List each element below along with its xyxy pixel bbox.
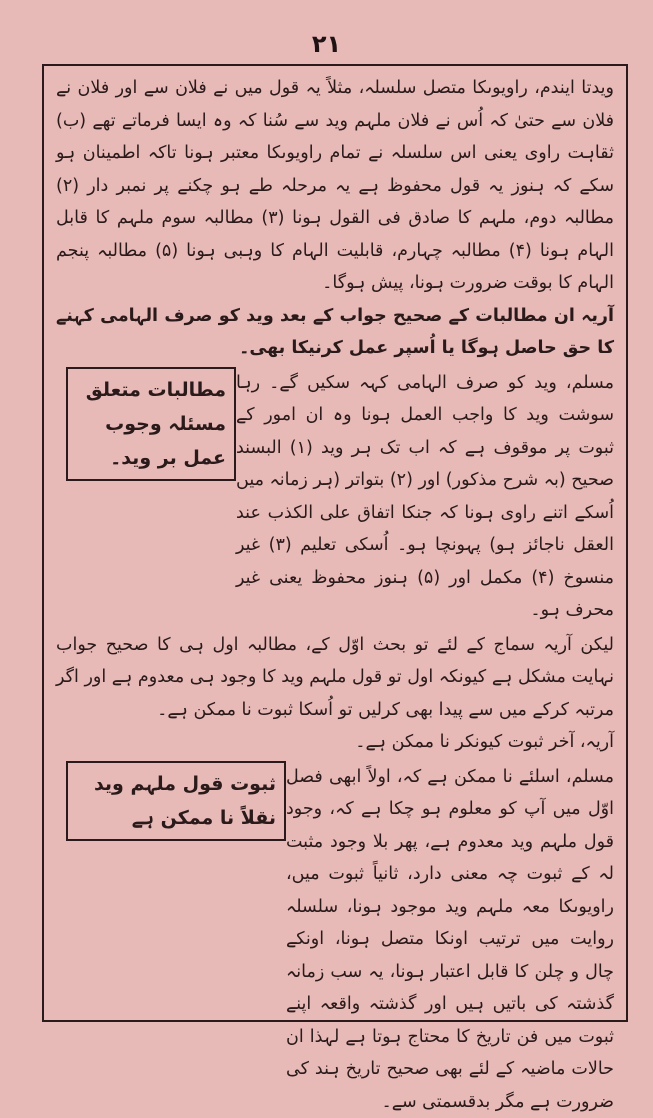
- paragraph-4: لیکن آریہ سماج کے لئے تو بحث اوّل کے، مطالبہ اول ہی کا صحیح جواب نہایت مشکل ہے کیونکہ اول تو قول ملہم وید کا وجود ہی معدوم ہے اور اگر مرتبہ کرکے میں سے پیدا بھی کرلیں تو اُسکا ثبوت نا ممکن ہے۔: [56, 629, 614, 727]
- paragraph-5: آریہ، آخر ثبوت کیونکر نا ممکن ہے۔: [56, 726, 614, 759]
- paragraph-6: مسلم، اسلئے نا ممکن ہے کہ، اولاً ابھی فصل اوّل میں آپ کو معلوم ہو چکا ہے کہ، وجود قول ملہم وید معدوم ہے، پھر بلا وجود مثبت لہ کے ثبوت چہ معنی دارد، ثانیاً ثبوت میں، راویوںکا معہ ملہم وید موجود ہونا، سلسلہ روایت میں ترتیب اونکا متصل ہونا، اونکے چال و چلن کا قابل اعتبار ہونا، یہ سب زمانہ گذشتہ کی باتیں ہیں اور گذشتہ واقعہ اپنے ثبوت میں فن تاریخ کا محتاج ہوتا ہے لہذا ان حالات ماضیہ کے لئے بھی صحیح تاریخ ہند کی ضرورت ہے مگر بدقسمتی سے۔: [286, 761, 614, 1118]
- side-heading-proof-impossible: ثبوت قول ملہم وید نقلاً نا ممکن ہے: [66, 761, 286, 841]
- page-number: ۲۱: [0, 30, 653, 58]
- paragraph-2: آریہ ان مطالبات کے صحیح جواب کے بعد وید کو صرف الہامی کہنے کا حق حاصل ہوگا یا اُسپر عمل کرنیکا بھی۔: [56, 300, 614, 365]
- paragraph-3: مسلم، وید کو صرف الہامی کہہ سکیں گے۔ رہا سوشت وید کا واجب العمل ہونا وہ ان امور کے ثبوت پر موقوف ہے کہ اب تک ہر وید (۱) البسند صحیح (بہ شرح مذکور) اور (۲) بتواتر (ہر زمانہ میں اُسکے اتنے راوی ہونا کہ جنکا اتفاق علی الکذب عند العقل ناجائز ہو) پہونچا ہو۔ اُسکی تعلیم (۳) غیر منسوخ (۴) مکمل اور (۵) ہنوز محفوظ یعنی غیر محرف ہو۔: [236, 367, 614, 627]
- body-text: [56, 72, 614, 1118]
- paragraph-1: ویدتا ایندم، راویوںکا متصل سلسلہ، مثلاً یہ قول میں نے فلان سے اور فلان نے فلان سے حتیٰ کہ اُس نے فلان ملہم وید سے سُنا کہ وہ ایسا فرماتے تھے (ب) ثقاہت راوی یعنی اس سلسلہ نے تمام راویوںکا معتبر ہونا تاکہ اطمینان ہو سکے کہ ہنوز یہ قول محفوظ ہے یہ مرحلہ طے ہو چکنے پر نمبر دار (۲) مطالبہ دوم، ملہم کا صادق فی القول ہونا (۳) مطالبہ سوم ملہم کا قابل الہام ہونا (۴) مطالبہ چہارم، قابلیت الہام کا وہبی ہونا (۵) مطالبہ پنجم الہام کا بوقت ضرورت ہونا، پیش ہوگا۔: [56, 72, 614, 300]
- side-heading-duty-of-action: مطالبات متعلق مسئلہ وجوب عمل بر وید۔: [66, 367, 236, 481]
- section-duty-of-action: [56, 367, 614, 627]
- text-frame: [42, 64, 628, 1022]
- section-proof-impossible: [56, 761, 614, 1118]
